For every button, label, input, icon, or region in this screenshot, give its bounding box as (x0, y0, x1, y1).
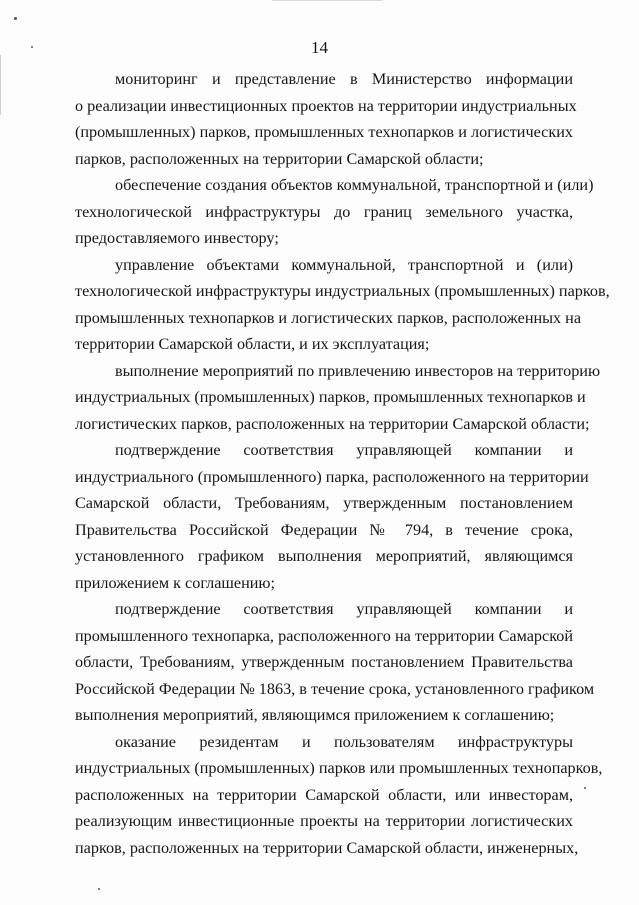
text-line: технологической инфраструктуры до границ земельного участка, (75, 202, 573, 221)
text-line: подтверждение соответствия управляющей компании и (115, 600, 573, 618)
text-line: Российской Федерации № 1863, в течение срока, установленного графиком (75, 679, 595, 698)
text-line: предоставляемого инвестору; (75, 229, 279, 247)
text-line: подтверждение соответствия управляющей компании и (115, 441, 573, 459)
text-line: технологической инфраструктуры индустриальных (промышленных) парков, (75, 282, 610, 300)
page-number: 14 (311, 38, 328, 57)
text-line: управление объектами коммунальной, транспортной и (или) (115, 255, 573, 274)
text-line: мониторинг и представление в Министерство информации (115, 70, 573, 88)
text-line: установленного графиком выполнения мероприятий, являющимся (75, 547, 573, 565)
text-line: территории Самарской области, и их эксплуатация; (75, 335, 430, 353)
text-line: Правительства Российской Федерации № 794, в течение срока, (75, 520, 573, 539)
text-line: парков, расположенных на территории Самарской области, инженерных, (75, 838, 579, 857)
text-line: приложением к соглашению; (75, 573, 275, 592)
paragraph (75, 596, 595, 729)
paragraph (75, 172, 594, 252)
text-line: выполнение мероприятий по привлечению инвесторов на территорию (115, 361, 601, 380)
text-line: индустриального (промышленного) парка, расположенного на территории (75, 467, 589, 486)
text-line: выполнения мероприятий, являющимся приложением к соглашению; (75, 706, 555, 724)
text-line: промышленных технопарков и логистических парков, расположенных на (75, 308, 582, 327)
paragraph (75, 252, 610, 358)
paragraph (75, 66, 577, 172)
text-line: о реализации инвестиционных проектов на территории индустриальных (75, 96, 577, 115)
text-line: промышленного технопарка, расположенного на территории Самарской (75, 626, 573, 645)
text-line: индустриальных (промышленных) парков, промышленных технопарков и (75, 388, 586, 406)
paragraph (75, 437, 589, 596)
scan-dot (98, 888, 100, 890)
text-line: реализующим инвестиционные проекты на территории логистических (75, 812, 573, 830)
text-line: индустриальных (промышленных) парков или промышленных технопарков, (75, 759, 603, 777)
text-line: (промышленных) парков, промышленных технопарков и логистических (75, 123, 573, 141)
text-line: обеспечение создания объектов коммунальной, транспортной и (или) (115, 176, 594, 194)
document-body (75, 66, 610, 861)
scan-artifact-edge (0, 55, 1, 115)
text-line: логистических парков, расположенных на территории Самарской области; (75, 414, 590, 433)
paragraph (75, 358, 601, 438)
text-line: оказание резидентам и пользователям инфраструктуры (115, 732, 573, 751)
text-line: парков, расположенных на территории Самарской области; (75, 149, 484, 168)
text-line: расположенных на территории Самарской области, или инвесторам, (75, 785, 573, 804)
paragraph (75, 729, 603, 862)
text-line: области, Требованиям, утвержденным постановлением Правительства (75, 653, 573, 671)
scan-dot (14, 17, 17, 20)
scan-artifact-line (272, 0, 382, 1)
scan-dot (584, 787, 586, 789)
text-line: Самарской области, Требованиям, утвержденным постановлением (75, 494, 573, 512)
